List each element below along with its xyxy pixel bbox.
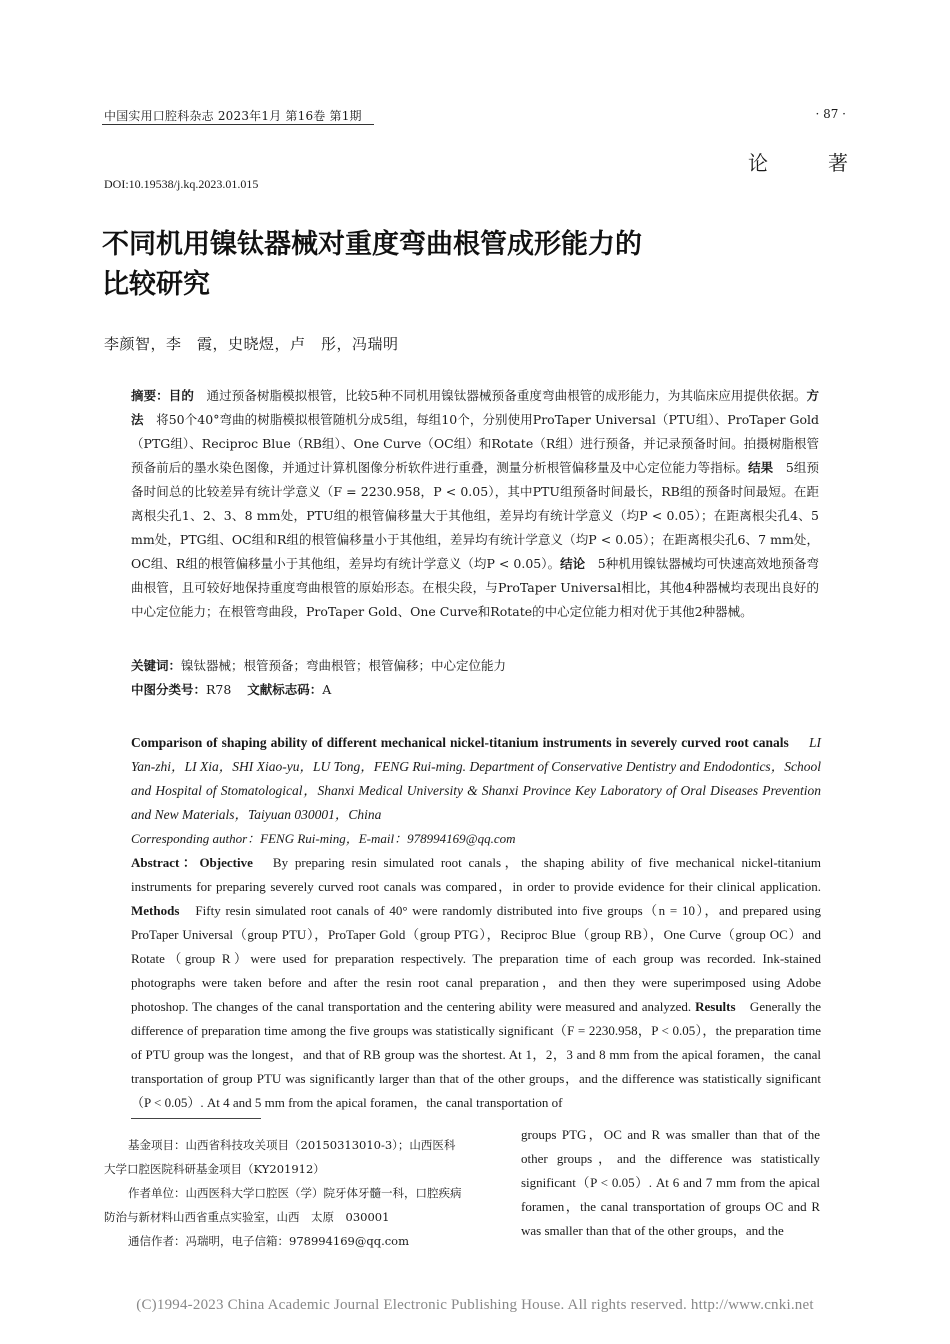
en-results-label: Results xyxy=(695,999,736,1014)
methods-text: 将50个40°弯曲的树脂模拟根管随机分成5组，每组10个，分别使用ProTaper Universal（PTU组）、ProTaper Gold（PTG组）、Reciproc Blue（RB组）、One Curve（OC组）和Rotate（R组）进行预备，并记录预备时间。拍摄树脂根管预备前后的墨水染色图像，并通过计算机图像分析软件进行重叠，测量分析根管偏移量及中心定位能力等指标。 xyxy=(131,412,819,475)
authors: 李颜智，李 霞，史晓煜，卢 彤，冯瑞明 xyxy=(104,335,399,353)
section-label: 论著 xyxy=(748,151,908,175)
footnote-correspondence: 通信作者：冯瑞明，电子信箱：978994169@qq.com xyxy=(128,1234,409,1248)
en-objective-label: Objective xyxy=(199,855,253,870)
doc-code-value: A xyxy=(322,682,332,697)
keywords-label: 关键词： xyxy=(131,658,182,673)
english-corresponding-author: Corresponding author：FENG Rui-ming，E-mail：978994169@qq.com xyxy=(131,831,516,846)
english-abstract-continuation: groups PTG，OC and R was smaller than that of the other groups，and the difference was statistically significant（P < 0.05）. At 6 and 7 mm from the apical foramen，the canal transportation of groups OC and R was smaller than that of the other groups，and the xyxy=(521,1127,820,1238)
classification xyxy=(131,678,819,702)
methods-label: 方法 xyxy=(131,388,819,427)
running-header: 中国实用口腔科杂志 2023年1月 第16卷 第1期 xyxy=(104,109,362,123)
doi: DOI:10.19538/j.kq.2023.01.015 xyxy=(104,177,259,191)
chinese-keywords xyxy=(131,654,819,678)
title-line-1: 不同机用镍钛器械对重度弯曲根管成形能力的 xyxy=(102,229,642,260)
copyright-notice: (C)1994-2023 China Academic Journal Electronic Publishing House. All rights reserved. http://www.cnki.net xyxy=(136,1297,814,1313)
results-label: 结果 xyxy=(748,460,774,475)
clc-label: 中图分类号： xyxy=(131,682,207,697)
page-number: · 87 · xyxy=(815,107,846,121)
header-rule xyxy=(102,124,374,125)
footnote-affiliation: 作者单位：山西医科大学口腔医（学）院牙体牙髓一科，口腔疾病防治与新材料山西省重点实验室，山西 太原 030001 xyxy=(104,1186,462,1224)
article-title xyxy=(102,225,822,305)
doc-code-label: 文献标志码： xyxy=(247,682,323,697)
english-abstract xyxy=(131,851,821,1115)
english-title-block xyxy=(131,731,821,827)
conclusion-text: 5种机用镍钛器械均可快速高效地预备弯曲根管，且可较好地保持重度弯曲根管的原始形态。在根尖段，与ProTaper Universal相比，其他4种器械均表现出良好的中心定位能力；在根管弯曲段，ProTaper Gold、One Curve和Rotate的中心定位能力相对优于其他2种器械。 xyxy=(131,556,819,619)
en-abstract-label: Abstract： xyxy=(131,855,200,870)
footnote-rule xyxy=(131,1118,261,1119)
en-results-text: Generally the difference of preparation time among the five groups was statistically significant（F = 2230.958，P < 0.05），the preparation time of PTU group was the longest，and that of RB group was the shortest. At 1，2，3 and 8 mm from the apical foramen，the canal transportation of group PTU was significantly larger than that of the other groups，and the difference was statistically significant（P < 0.05）. At 4 and 5 mm from the apical foramen，the canal transportation of xyxy=(131,999,821,1110)
en-objective-text: By preparing resin simulated root canals，the shaping ability of five mechanical nickel-titanium instruments for preparing severely curved root canals was compared，in order to provide evidence for their clinical application. xyxy=(131,855,821,894)
objective-label: 目的 xyxy=(168,388,194,403)
objective-text: 通过预备树脂模拟根管，比较5种不同机用镍钛器械预备重度弯曲根管的成形能力，为其临床应用提供依据。 xyxy=(193,388,807,403)
results-text: 5组预备时间总的比较差异有统计学意义（F = 2230.958，P < 0.05），其中PTU组预备时间最长，RB组的预备时间最短。在距离根尖孔1、2、3、8 mm处，PTU组的根管偏移量大于其他组，差异均有统计学意义（均P < 0.05）；在距离根尖孔4、5 mm处，PTG组、OC组和R组的根管偏移量小于其他组，差异均有统计学意义（均P < 0.05）；在距离根尖孔6、7 mm处，OC组、R组的根管偏移量小于其他组，差异均有统计学意义（均P < 0.05）。 xyxy=(131,460,819,571)
keywords-text: 镍钛器械；根管预备；弯曲根管；根管偏移；中心定位能力 xyxy=(181,658,507,673)
footnotes xyxy=(104,1133,464,1253)
en-methods-label: Methods xyxy=(131,903,180,918)
abstract-label: 摘要： xyxy=(131,388,169,403)
english-authors-affiliation: LI Yan-zhi，LI Xia，SHI Xiao-yu，LU Tong，FENG Rui-ming. Department of Conservative Dentistry and Endodontics，School and Hospital of Stomatological，Shanxi Medical University & Shanxi Province Key Laboratory of Oral Diseases Prevention and New Materials，Taiyuan 030001，China xyxy=(131,735,822,822)
english-title: Comparison of shaping ability of different mechanical nickel-titanium instruments in severely curved root canals xyxy=(131,735,789,750)
title-line-2: 比较研究 xyxy=(102,269,210,300)
en-methods-text: Fifty resin simulated root canals of 40° were randomly distributed into five groups（n = 10），and prepared using ProTaper Universal（group PTU），ProTaper Gold（group PTG），Reciproc Blue（group RB），One Curve（group OC）and Rotate（group R）were used for preparation respectively. The preparation time of each group was recorded. Ink-stained photographs were taken before and after the resin root canal preparation，and then they were superimposed using Adobe photoshop. The changes of the canal transportation and the centering ability were measured and analyzed. xyxy=(131,903,821,1014)
footnote-fund: 基金项目：山西省科技攻关项目（20150313010-3）；山西医科大学口腔医院科研基金项目（KY201912） xyxy=(104,1138,456,1176)
clc-value: R78 xyxy=(206,682,232,697)
conclusion-label: 结论 xyxy=(560,556,586,571)
chinese-abstract xyxy=(131,384,819,624)
